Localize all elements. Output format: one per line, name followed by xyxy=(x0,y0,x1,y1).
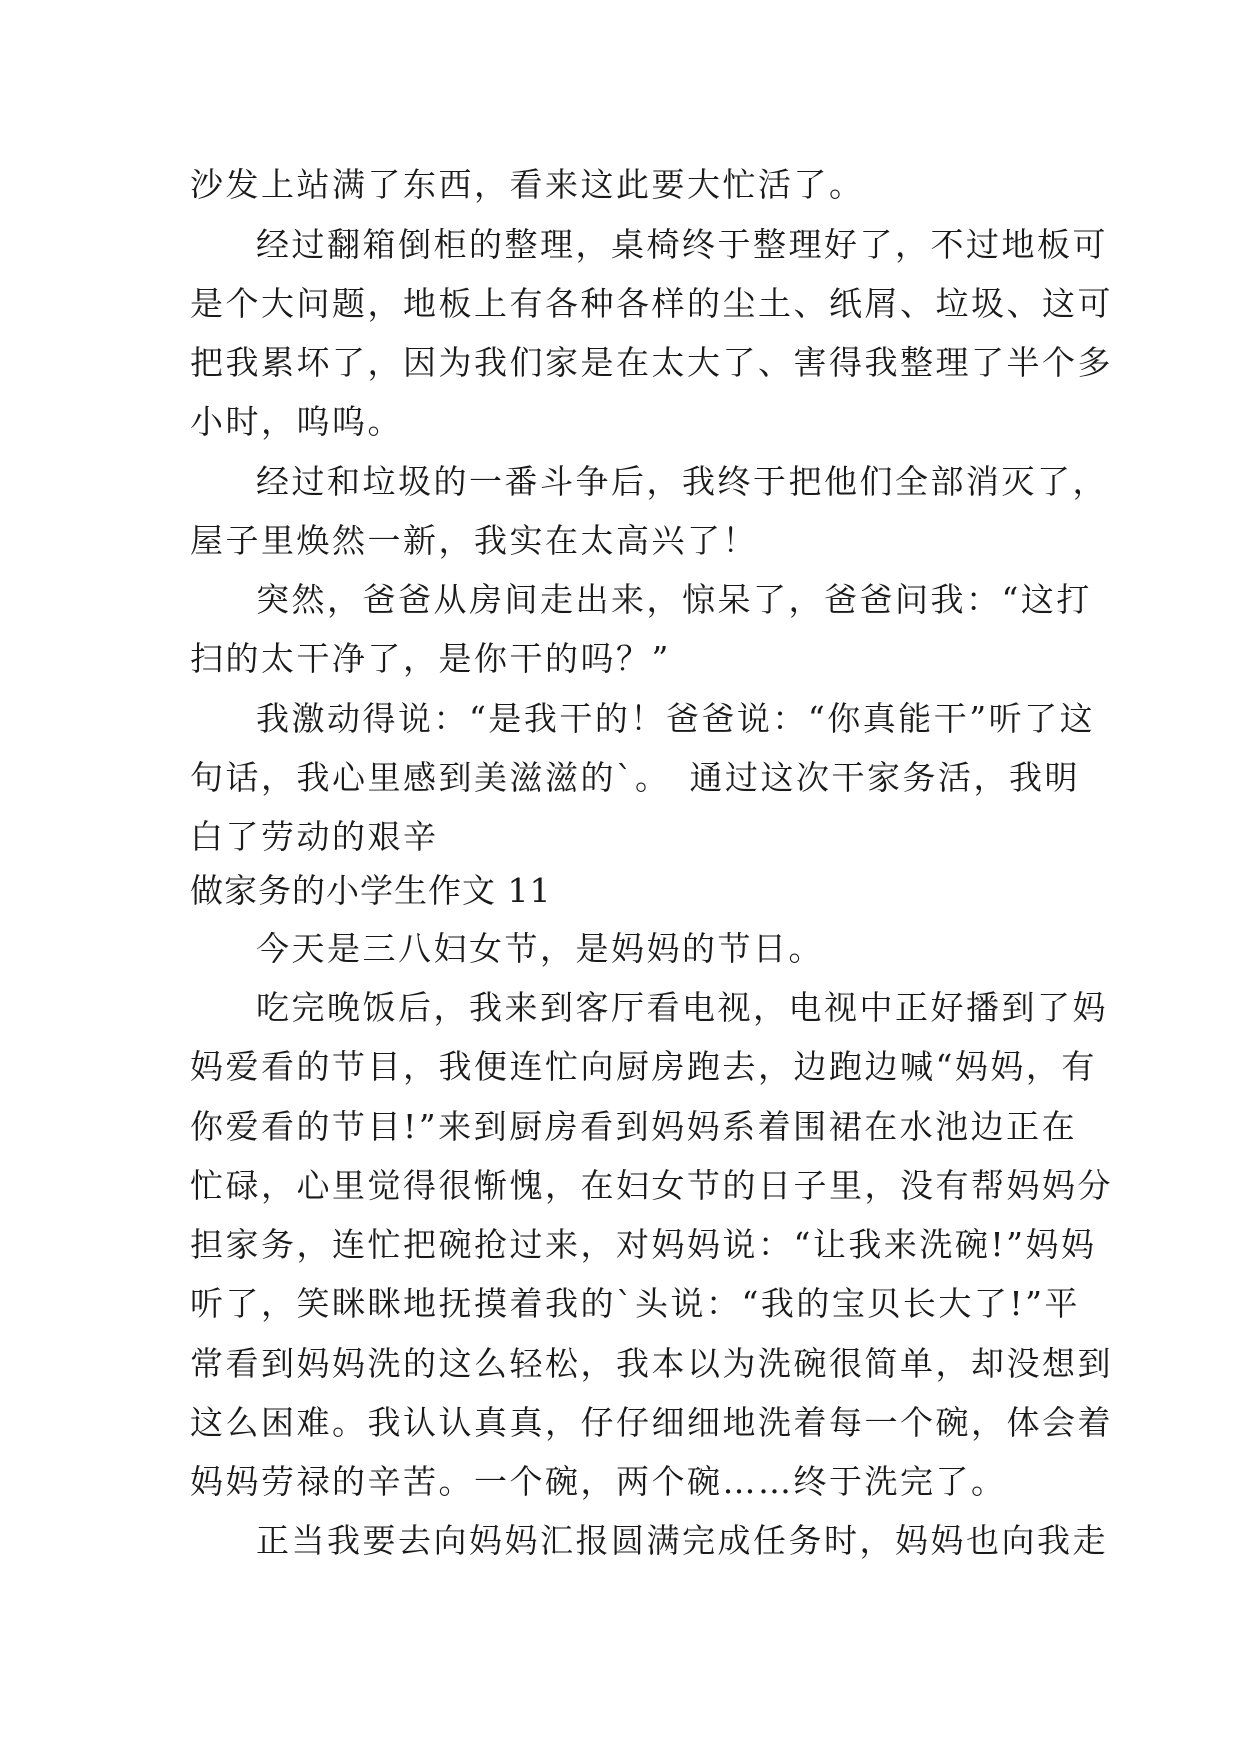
text-line: 担家务，连忙把碗抢过来，对妈妈说：“让我来洗碗!”妈妈 xyxy=(190,1225,1097,1264)
paragraph-first-line: 经过翻箱倒柜的整理，桌椅终于整理好了，不过地板可 xyxy=(256,225,1108,264)
paragraph-first-line: 正当我要去向妈妈汇报圆满完成任务时，妈妈也向我走 xyxy=(256,1521,1108,1560)
text-line: 白了劳动的艰辛 xyxy=(190,817,439,856)
text-line: 妈爱看的节目，我便连忙向厨房跑去，边跑边喊“妈妈，有 xyxy=(190,1047,1097,1086)
text-line: 忙碌，心里觉得很惭愧，在妇女节的日子里，没有帮妈妈分 xyxy=(190,1166,1113,1205)
text-line: 听了，笑眯眯地抚摸着我的`头说：“我的宝贝长大了!”平 xyxy=(190,1284,1081,1323)
paragraph-first-line: 突然，爸爸从房间走出来，惊呆了，爸爸问我：“这打 xyxy=(256,580,1092,619)
paragraph-first-line: 经过和垃圾的一番斗争后，我终于把他们全部消灭了， xyxy=(256,462,1108,501)
text-line: 把我累坏了，因为我们家是在太大了、害得我整理了半个多 xyxy=(190,343,1113,382)
text-line: 沙发上站满了东西，看来这此要大忙活了。 xyxy=(190,165,865,204)
section-heading: 做家务的小学生作文 11 xyxy=(190,871,552,910)
text-line: 扫的太干净了，是你干的吗？” xyxy=(190,639,671,678)
paragraph-first-line: 吃完晚饭后，我来到客厅看电视，电视中正好播到了妈 xyxy=(256,988,1108,1027)
text-line: 句话，我心里感到美滋滋的`。 通过这次干家务活，我明 xyxy=(190,758,1080,797)
text-line: 是个大问题，地板上有各种各样的尘土、纸屑、垃圾、这可 xyxy=(190,284,1113,323)
text-line: 这么困难。我认认真真，仔仔细细地洗着每一个碗，体会着 xyxy=(190,1403,1113,1442)
text-line: 你爱看的节目!”来到厨房看到妈妈系着围裙在水池边正在 xyxy=(190,1107,1078,1146)
text-line: 屋子里焕然一新，我实在太高兴了！ xyxy=(190,521,758,560)
paragraph-first-line: 我激动得说：“是我干的！爸爸说：“你真能干”听了这 xyxy=(256,699,1096,738)
text-line: 妈妈劳禄的辛苦。一个碗，两个碗……终于洗完了。 xyxy=(190,1462,1007,1501)
text-line: 小时，呜呜。 xyxy=(190,402,403,441)
text-line: 常看到妈妈洗的这么轻松，我本以为洗碗很简单，却没想到 xyxy=(190,1344,1113,1383)
paragraph-first-line: 今天是三八妇女节，是妈妈的节日。 xyxy=(256,929,824,968)
